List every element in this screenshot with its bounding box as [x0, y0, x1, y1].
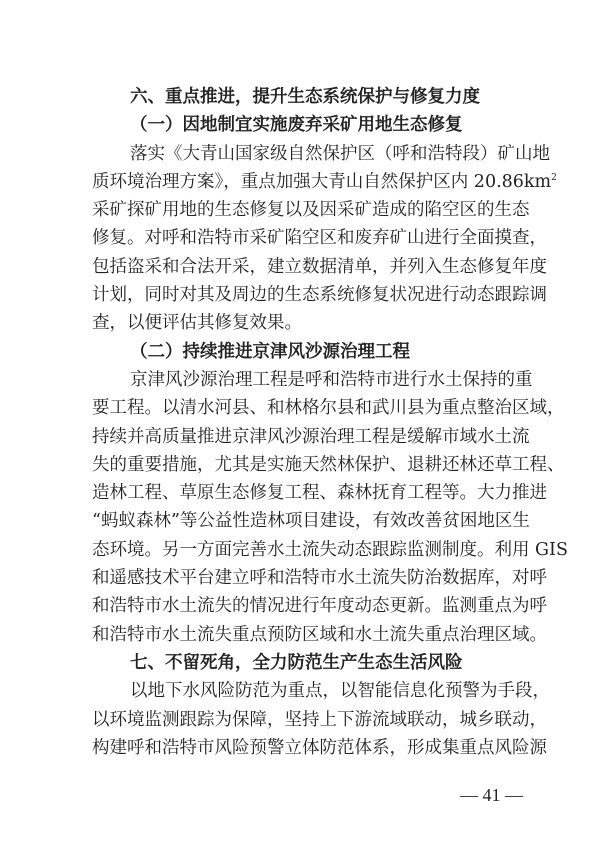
paragraph-3: [92, 677, 550, 762]
text-span: 质环境治理方案》，重点加强大青山自然保护区内 20.86km: [92, 171, 552, 192]
section-heading-6: 六、重点推进，提升生态系统保护与修复力度: [130, 87, 480, 107]
text-line: 计划，同时对其及周边的生态系统修复状况进行动态跟踪调: [92, 285, 547, 306]
text-line: “蚂蚁森林”等公益性造林项目建设，有效改善贫困地区生: [92, 511, 530, 532]
text-line: 落实《大青山国家级自然保护区（呼和浩特段）矿山地: [130, 143, 550, 164]
text-line: 包括盗采和合法开采，建立数据清单，并列入生态修复年度: [92, 256, 547, 277]
text-line: [92, 168, 557, 196]
subsection-heading-2: （二）持续推进京津风沙源治理工程: [130, 341, 410, 362]
text-line: 和遥感技术平台建立呼和浩特市水土流失防治数据库，对呼: [92, 568, 547, 589]
text-line: 造林工程、草原生态修复工程、森林抚育工程等。大力推进: [92, 483, 547, 504]
text-line: 要工程。以清水河县、和林格尔县和武川县为重点整治区域，: [92, 398, 565, 419]
text-line: 态环境。另一方面完善水土流失动态跟踪监测制度。利用 GIS: [92, 539, 568, 560]
text-line: 持续并高质量推进京津风沙源治理工程是缓解市域水土流: [92, 426, 530, 447]
page-number: — 41 —: [460, 785, 523, 805]
document-page: [92, 83, 568, 762]
text-line: 和浩特市水土流失重点预防区域和水土流失重点治理区域。: [92, 624, 547, 645]
paragraph-1: [92, 140, 557, 338]
section-heading-7: 七、不留死角，全力防范生产生态生活风险: [130, 652, 463, 673]
text-line: 和浩特市水土流失的情况进行年度动态更新。监测重点为呼: [92, 596, 547, 617]
text-line: 修复。对呼和浩特市采矿陷空区和废弃矿山进行全面摸查，: [92, 228, 547, 249]
text-line: 以环境监测跟踪为保障，坚持上下游流域联动，城乡联动，: [92, 709, 547, 730]
subsection-heading-1: （一）因地制宜实施废弃采矿用地生态修复: [130, 115, 463, 136]
text-line: 查，以便评估其修复效果。: [92, 313, 302, 334]
text-line: 以地下水风险防范为重点，以智能信息化预警为手段，: [130, 681, 550, 702]
superscript: 2: [551, 173, 557, 184]
text-line: 构建呼和浩特市风险预警立体防范体系，形成集重点风险源: [92, 737, 547, 758]
text-line: 失的重要措施，尤其是实施天然林保护、退耕还林还草工程、: [92, 454, 565, 475]
paragraph-2: [92, 366, 568, 649]
text-line: 京津风沙源治理工程是呼和浩特市进行水土保持的重: [130, 369, 533, 390]
text-line: 采矿探矿用地的生态修复以及因采矿造成的陷空区的生态: [92, 200, 530, 221]
